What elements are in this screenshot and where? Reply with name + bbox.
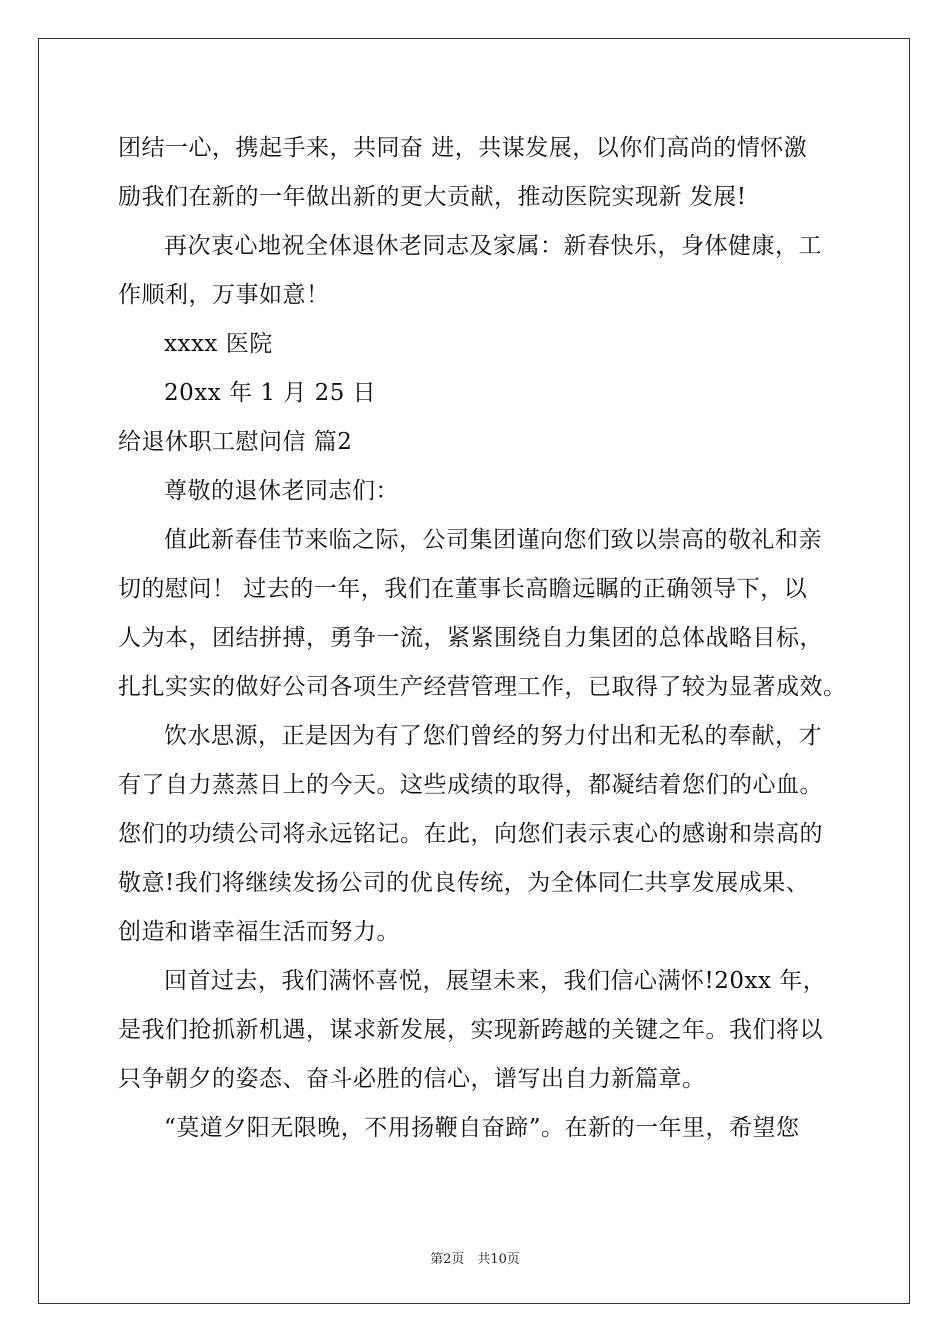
text-line: 回首过去，我们满怀喜悦，展望未来，我们信心满怀!20xx 年， xyxy=(164,968,827,994)
text-line: 敬意!我们将继续发扬公司的优良传统，为全体同仁共享发展成果、 xyxy=(118,870,810,896)
text-line: 值此新春佳节来临之际，公司集团谨向您们致以崇高的敬礼和亲 xyxy=(164,527,822,553)
text-line: 切的慰问！ 过去的一年，我们在董事长高瞻远瞩的正确领导下，以 xyxy=(118,576,808,602)
page-number-footer: 第2页 共10页 xyxy=(430,1252,520,1267)
text-line: 20xx 年 1 月 25 日 xyxy=(164,380,377,406)
text-line: 有了自力蒸蒸日上的今天。这些成绩的取得，都凝结着您们的心血。 xyxy=(118,772,823,798)
text-line: 饮水思源，正是因为有了您们曾经的努力付出和无私的奉献，才 xyxy=(164,723,822,749)
text-line: 人为本，团结拼搏，勇争一流，紧紧围绕自力集团的总体战略目标， xyxy=(118,625,823,651)
text-line: 创造和谐幸福生活而努力。 xyxy=(118,919,400,945)
text-line: 团结一心，携起手来，共同奋 进，共谋发展，以你们高尚的情怀激 xyxy=(118,135,808,161)
text-line: 励我们在新的一年做出新的更大贡献，推动医院实现新 发展! xyxy=(118,184,747,210)
text-line: 只争朝夕的姿态、奋斗必胜的信心，谱写出自力新篇章。 xyxy=(118,1066,706,1092)
text-line: 您们的功绩公司将永远铭记。在此，向您们表示衷心的感谢和崇高的 xyxy=(118,821,823,847)
text-line: 再次衷心地祝全体退休老同志及家属：新春快乐，身体健康，工 xyxy=(164,233,822,259)
text-line: “莫道夕阳无限晚，不用扬鞭自奋蹄”。在新的一年里，希望您 xyxy=(164,1115,800,1141)
text-line: xxxx 医院 xyxy=(164,331,273,357)
text-line: 作顺利，万事如意！ xyxy=(118,282,330,308)
text-line: 扎扎实实的做好公司各项生产经营管理工作，已取得了较为显著成效。 xyxy=(118,674,847,700)
text-line: 给退休职工慰问信 篇2 xyxy=(118,429,353,455)
text-line: 是我们抢抓新机遇，谋求新发展，实现新跨越的关键之年。我们将以 xyxy=(118,1017,823,1043)
text-line: 尊敬的退休老同志们： xyxy=(164,478,399,504)
document-body xyxy=(118,124,848,1153)
